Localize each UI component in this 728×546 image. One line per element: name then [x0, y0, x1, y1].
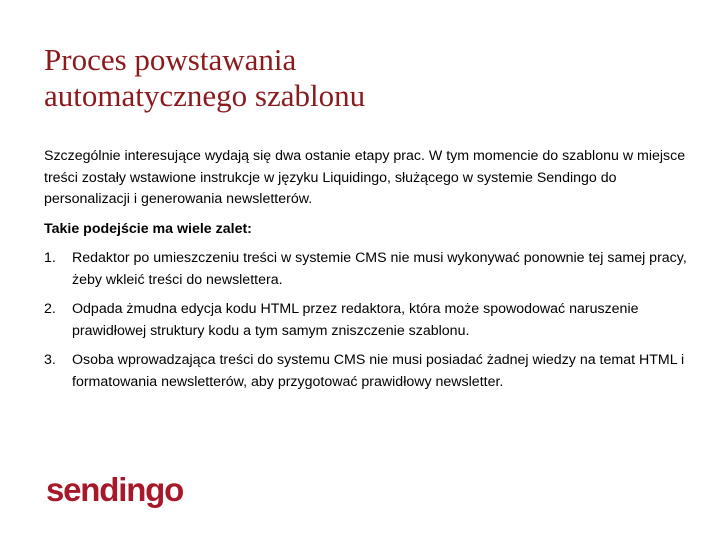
slide-body: [44, 146, 694, 401]
benefit-item-1: [44, 248, 694, 291]
benefit-item-2: [44, 299, 694, 342]
benefit-text: Osoba wprowadzająca treści do systemu CMS nie musi posiadać żadnej wiedzy na temat HTML i formatowania newsletterów, aby przygotować prawidłowy newsletter.: [72, 352, 685, 390]
slide-title: [44, 42, 684, 114]
benefits-list: [44, 248, 694, 393]
intro-paragraph: Szczególnie interesujące wydają się dwa ostanie etapy prac. W tym momencie do szablonu w miejsce treści zostały wstawione instrukcje w języku Liquidingo, służącego w systemie Sendingo do personalizacji i generowania newsletterów.: [44, 148, 686, 207]
benefit-text: Odpada żmudna edycja kodu HTML przez redaktora, która może spowodować naruszenie prawidłowej struktury kodu a tym samym zniszczenie szablonu.: [72, 301, 639, 339]
benefit-number: 2.: [44, 301, 56, 317]
sendingo-logo: sendingo: [46, 471, 184, 508]
benefit-number: 1.: [44, 250, 56, 266]
slide-title-line-2: automatycznego szablonu: [44, 78, 366, 113]
benefit-number: 3.: [44, 352, 56, 368]
benefit-item-3: [44, 350, 694, 393]
benefit-text: Redaktor po umieszczeniu treści w systemie CMS nie musi wykonywać ponownie tej samej pracy, żeby wkleić treści do newslettera.: [72, 250, 687, 288]
slide-title-line-1: Proces powstawania: [44, 42, 297, 77]
benefits-lead: Takie podejście ma wiele zalet:: [44, 220, 252, 237]
